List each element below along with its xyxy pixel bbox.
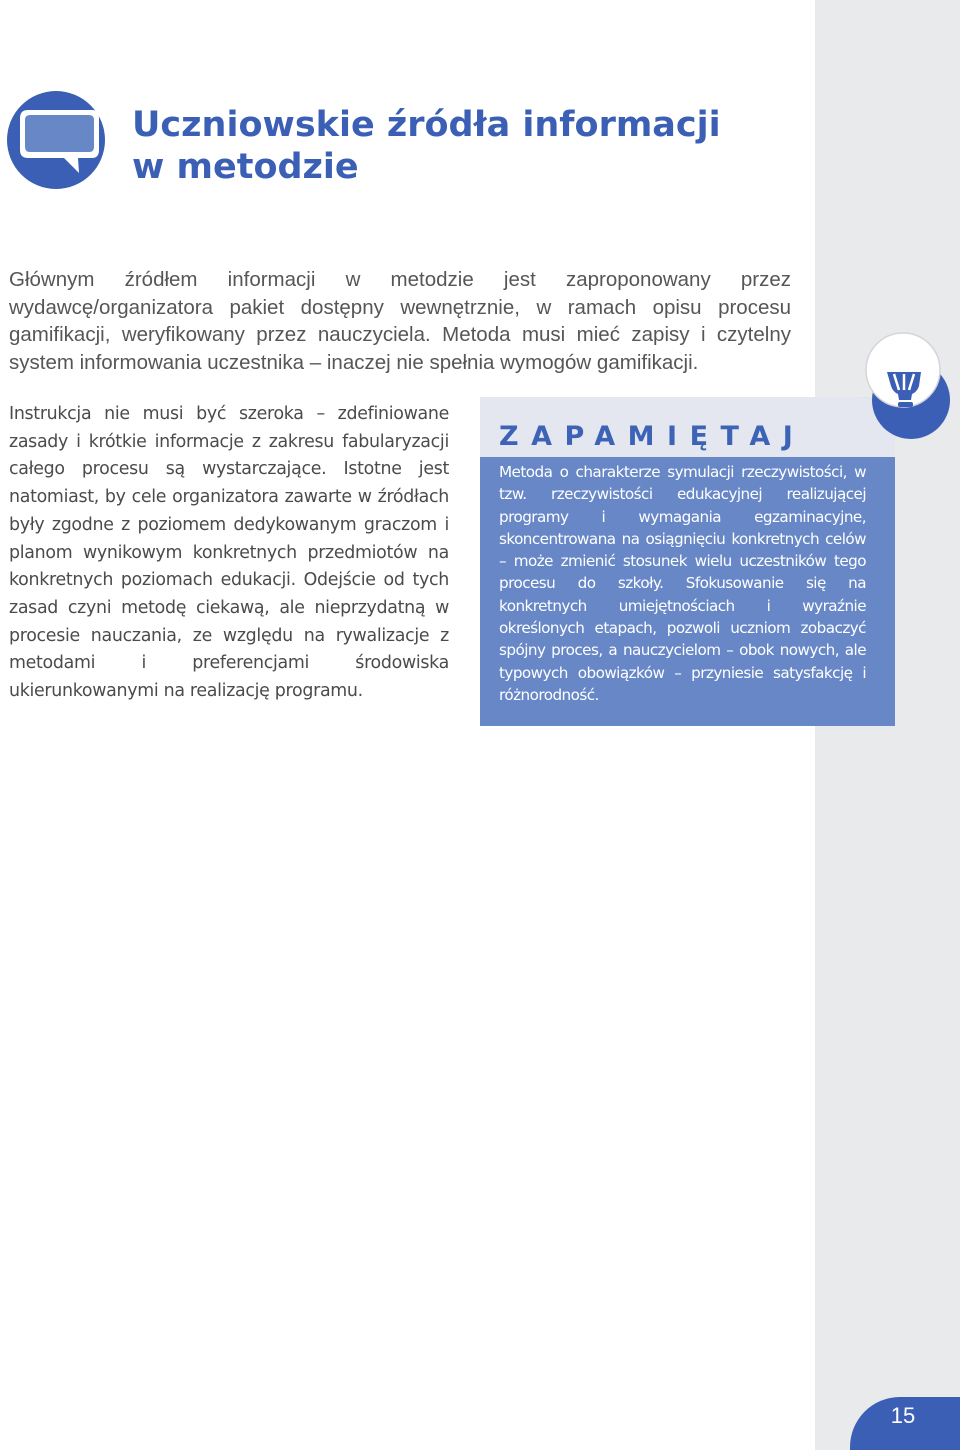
title-line-2: w metodzie bbox=[132, 147, 359, 187]
body-paragraph: Instrukcja nie musi być szeroka – zdefiniowane zasady i krótkie informacje z zakresu fabularyzacji całego procesu są wystarczające. Istotne jest natomiast, by cele organizatora zawarte w źródłach były zgodne z poziomem dedykowanym graczom i planom wynikowym konkretnych przedmiotów na konkretnych poziomach edukacji. Odejście od tych zasad czyni metodę ciekawą, ale nieprzydatną w procesie nauczania, ze względu na rywalizacje z metodami i preferencjami środowiska ukierunkowanymi na realizację programu. bbox=[9, 404, 449, 702]
remember-callout bbox=[480, 397, 895, 726]
page-number-tab bbox=[850, 1397, 960, 1450]
callout-text: Metoda o charakterze symulacji rzeczywistości, w tzw. rzeczywistości edukacyjnej realizującej programy i wymagania egzaminacyjne, skoncentrowana na osiągnięciu konkretnych celów – może zmienić stosunek wielu uczestników tego procesu do szkoły. Sfokusowanie się na konkretnych umiejętnościach i wyraźnie określonych etapach, pozwoli uczniom zobaczyć spójny proces, a nauczycielom – obok nowych, ale typowych obowiązków – przyniesie satysfakcję i różnorodność. bbox=[499, 463, 866, 704]
title-line-1: Uczniowskie źródła informacji bbox=[132, 105, 721, 145]
lightbulb-icon bbox=[863, 330, 955, 442]
intro-paragraph: Głównym źródłem informacji w metodzie jest zaproponowany przez wydawcę/organizatora pakiet dostępny wewnętrznie, w ramach opisu procesu gamifikacji, weryfikowany przez nauczyciela. Metoda musi mieć zapisy i czytelny system informowania uczestnika – inaczej nie spełnia wymogów gamifikacji. bbox=[9, 268, 791, 374]
page-number: 15 bbox=[890, 1403, 916, 1428]
speech-bubble-icon bbox=[6, 90, 106, 190]
callout-title: ZAPAMIĘTAJ bbox=[499, 421, 806, 452]
page-title bbox=[132, 104, 721, 188]
